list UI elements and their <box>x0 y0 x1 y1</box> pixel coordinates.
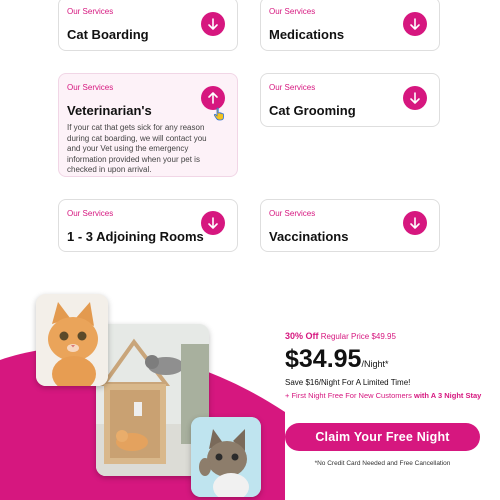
service-title: Veterinarian's <box>67 103 152 118</box>
save-text: Save $16/Night For A Limited Time! <box>285 378 411 387</box>
arrow-down-icon <box>408 91 422 105</box>
expand-button[interactable] <box>201 211 225 235</box>
service-title: Vaccinations <box>269 229 349 244</box>
cancellation-note: *No Credit Card Needed and Free Cancellation <box>314 460 451 467</box>
service-tag: Our Services <box>269 7 316 16</box>
pointer-hand-icon <box>212 107 226 123</box>
expand-button[interactable] <box>403 86 427 110</box>
tabby-cat-photo <box>191 417 261 497</box>
price <box>285 345 388 378</box>
service-tag: Our Services <box>67 83 114 92</box>
orange-kitten-photo <box>36 294 108 386</box>
regular-price: Regular Price $49.95 <box>320 332 396 341</box>
expand-button[interactable] <box>403 12 427 36</box>
service-tag: Our Services <box>269 209 316 218</box>
expand-button[interactable] <box>201 12 225 36</box>
claim-free-night-button[interactable]: Claim Your Free Night <box>285 423 480 451</box>
service-card-medications[interactable] <box>260 0 440 51</box>
service-card-adjoining-rooms[interactable] <box>58 199 238 252</box>
arrow-up-icon <box>206 91 220 105</box>
service-tag: Our Services <box>67 7 114 16</box>
service-title: Cat Boarding <box>67 27 149 42</box>
service-title: Medications <box>269 27 345 42</box>
first-night-prefix: + First Night Free For New Customers <box>285 391 412 400</box>
service-card-cat-boarding[interactable] <box>58 0 238 51</box>
service-title: Cat Grooming <box>269 103 356 118</box>
arrow-down-icon <box>408 216 422 230</box>
discount-line <box>285 331 396 342</box>
first-night-bold: with A 3 Night Stay <box>411 391 482 400</box>
first-night-text <box>285 391 481 401</box>
price-unit: /Night* <box>361 359 389 369</box>
service-card-cat-grooming[interactable] <box>260 73 440 127</box>
service-card-vaccinations[interactable] <box>260 199 440 252</box>
service-description: If your cat that gets sick for any reason during cat boarding, we will contact you and your Vet using the emergency information provided when your pet is checked in upon arrival. <box>67 123 207 174</box>
discount-percent: 30% Off <box>285 331 319 341</box>
arrow-down-icon <box>206 216 220 230</box>
service-tag: Our Services <box>67 209 114 218</box>
arrow-down-icon <box>408 17 422 31</box>
service-tag: Our Services <box>269 83 316 92</box>
service-title: 1 - 3 Adjoining Rooms <box>67 229 204 244</box>
expand-button[interactable] <box>403 211 427 235</box>
service-card-veterinarians[interactable] <box>58 73 238 177</box>
price-value: $34.95 <box>285 345 362 373</box>
arrow-down-icon <box>206 17 220 31</box>
